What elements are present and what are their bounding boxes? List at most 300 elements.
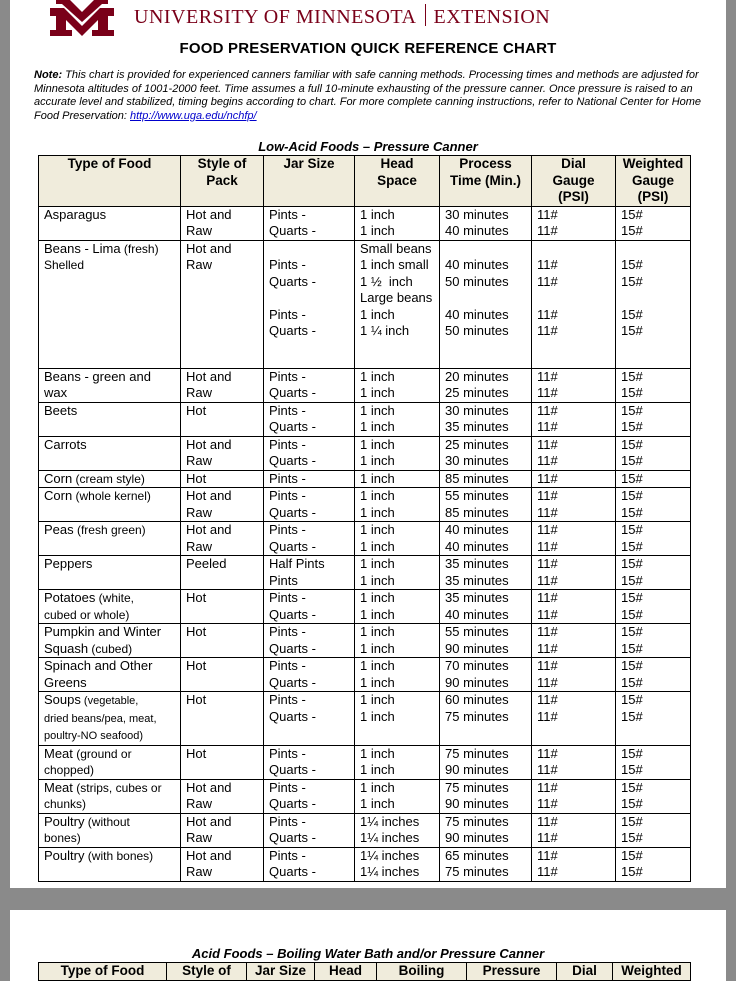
- column-header: [613, 963, 691, 981]
- table-row: [39, 522, 691, 556]
- food-note: (vegetable, dried beans/pea, meat, poultry-NO seafood): [44, 695, 157, 742]
- table-row: [39, 813, 691, 847]
- head-space-value: 1 inch 1 inch: [360, 522, 395, 554]
- weighted-gauge-cell: [616, 779, 691, 813]
- head-space-value: 1 inch 1 inch: [360, 556, 395, 588]
- jar-size-cell: [264, 488, 355, 522]
- food-name: Meat: [44, 745, 73, 761]
- dial-gauge-cell: [532, 488, 616, 522]
- dial-gauge-value: 11# 11#: [537, 590, 558, 622]
- style-of-pack-value: Hot and Raw: [186, 488, 232, 520]
- weighted-gauge-cell: [616, 470, 691, 488]
- note-label: Note:: [34, 69, 63, 81]
- table-row: [39, 240, 691, 368]
- weighted-gauge-cell: [616, 745, 691, 779]
- food-note: (strips, cubes or chunks): [44, 780, 162, 811]
- head-space-cell: [355, 745, 440, 779]
- process-time-value: 35 minutes 35 minutes: [445, 556, 509, 588]
- process-time-value: 55 minutes 90 minutes: [445, 624, 509, 656]
- jar-size-cell: [264, 556, 355, 590]
- column-header-label: Boiling: [398, 963, 445, 978]
- column-header: [167, 963, 247, 981]
- weighted-gauge-value: 15# 15#: [621, 488, 643, 520]
- dial-gauge-value: 11# 11#: [537, 488, 558, 520]
- jar-size-cell: [264, 847, 355, 881]
- food-name: Beets: [44, 402, 78, 418]
- table-row: [39, 847, 691, 881]
- process-time-value: 35 minutes 40 minutes: [445, 590, 509, 622]
- style-of-pack-cell: [181, 692, 264, 746]
- dial-gauge-cell: [532, 206, 616, 240]
- process-time-cell: [440, 847, 532, 881]
- jar-size-value: Pints - Quarts -: [269, 522, 316, 554]
- weighted-gauge-cell: [616, 590, 691, 624]
- style-of-pack-cell: [181, 206, 264, 240]
- style-of-pack-cell: [181, 556, 264, 590]
- jar-size-cell: [264, 240, 355, 368]
- column-header-label: Style of: [182, 963, 231, 978]
- style-of-pack-value: Hot: [186, 658, 207, 673]
- food-type-cell: [39, 488, 181, 522]
- jar-size-value: Pints - Quarts -: [269, 745, 316, 777]
- university-name: UNIVERSITY OF MINNESOTA: [134, 6, 417, 28]
- dial-gauge-cell: [532, 658, 616, 692]
- weighted-gauge-value: 15# 15#: [621, 522, 643, 554]
- head-space-cell: [355, 368, 440, 402]
- weighted-gauge-cell: [616, 206, 691, 240]
- process-time-value: 65 minutes 75 minutes: [445, 847, 509, 879]
- column-header-label: Type of Food: [67, 156, 152, 171]
- head-space-value: 1 inch: [360, 470, 395, 486]
- weighted-gauge-value: 15# 15#: [621, 206, 643, 238]
- process-time-value: 70 minutes 90 minutes: [445, 658, 509, 690]
- column-header: [440, 156, 532, 207]
- process-time-value: 75 minutes 90 minutes: [445, 813, 509, 845]
- dial-gauge-value: 11# 11#: [537, 436, 558, 468]
- dial-gauge-cell: [532, 470, 616, 488]
- dial-gauge-cell: [532, 522, 616, 556]
- extension-name: EXTENSION: [433, 6, 551, 28]
- column-header: [355, 156, 440, 207]
- process-time-cell: [440, 590, 532, 624]
- jar-size-cell: [264, 658, 355, 692]
- header-divider: [425, 4, 426, 26]
- table-row: [39, 488, 691, 522]
- dial-gauge-value: 11# 11#: [537, 206, 558, 238]
- weighted-gauge-cell: [616, 556, 691, 590]
- dial-gauge-cell: [532, 590, 616, 624]
- style-of-pack-value: Hot and Raw: [186, 813, 232, 845]
- column-header-label: Head Space: [377, 156, 417, 188]
- jar-size-cell: [264, 745, 355, 779]
- weighted-gauge-cell: [616, 813, 691, 847]
- weighted-gauge-value: 15# 15#: [621, 813, 643, 845]
- weighted-gauge-cell: [616, 692, 691, 746]
- table-row: [39, 692, 691, 746]
- food-type-cell: [39, 402, 181, 436]
- column-header: [557, 963, 613, 981]
- dial-gauge-value: 11# 11#: [537, 658, 558, 690]
- jar-size-value: Pints - Quarts -: [269, 590, 316, 622]
- dial-gauge-cell: [532, 368, 616, 402]
- table-row: [39, 658, 691, 692]
- process-time-cell: [440, 624, 532, 658]
- weighted-gauge-value: 15# 15#: [621, 402, 643, 434]
- style-of-pack-value: Hot and Raw: [186, 847, 232, 879]
- style-of-pack-value: Hot: [186, 590, 207, 605]
- weighted-gauge-cell: [616, 522, 691, 556]
- acid-header-row: [39, 963, 691, 981]
- style-of-pack-value: Hot and Raw: [186, 368, 232, 400]
- style-of-pack-value: Hot and Raw: [186, 522, 232, 554]
- dial-gauge-cell: [532, 556, 616, 590]
- intro-note: [34, 69, 710, 123]
- process-time-cell: [440, 745, 532, 779]
- head-space-cell: [355, 779, 440, 813]
- style-of-pack-cell: [181, 368, 264, 402]
- head-space-value: 1 inch 1 inch: [360, 206, 395, 238]
- column-header-label: Head: [328, 963, 362, 978]
- jar-size-cell: [264, 522, 355, 556]
- jar-size-value: Pints - Quarts -: [269, 847, 316, 879]
- weighted-gauge-cell: [616, 240, 691, 368]
- style-of-pack-cell: [181, 813, 264, 847]
- column-header-label: Process Time (Min.): [449, 156, 521, 188]
- jar-size-value: Pints - Quarts -: [269, 692, 316, 724]
- food-note: (fresh green): [73, 523, 146, 537]
- dial-gauge-cell: [532, 813, 616, 847]
- food-name: Poultry: [44, 847, 85, 863]
- style-of-pack-cell: [181, 402, 264, 436]
- food-note: (white, cubed or whole): [44, 591, 135, 622]
- food-name: Meat: [44, 779, 73, 795]
- food-name: Carrots: [44, 436, 87, 452]
- dial-gauge-value: 11# 11#: [537, 847, 558, 879]
- weighted-gauge-value: 15# 15#: [621, 658, 643, 690]
- head-space-value: 1¼ inches 1¼ inches: [360, 813, 420, 845]
- low-acid-table: [38, 155, 691, 882]
- style-of-pack-value: Hot and Raw: [186, 436, 232, 468]
- style-of-pack-cell: [181, 779, 264, 813]
- head-space-cell: [355, 402, 440, 436]
- style-of-pack-value: Hot: [186, 402, 207, 418]
- head-space-value: 1 inch 1 inch: [360, 692, 395, 724]
- food-name: Poultry: [44, 813, 85, 829]
- process-time-value: 55 minutes 85 minutes: [445, 488, 509, 520]
- food-type-cell: [39, 470, 181, 488]
- weighted-gauge-value: 15# 15#: [621, 590, 643, 622]
- food-name: Corn: [44, 488, 73, 503]
- acid-table: [38, 962, 691, 981]
- jar-size-value: Pints - Quarts -: [269, 488, 316, 520]
- head-space-cell: [355, 240, 440, 368]
- process-time-cell: [440, 368, 532, 402]
- jar-size-value: Pints - Quarts -: [269, 402, 316, 434]
- food-type-cell: [39, 522, 181, 556]
- food-name: Beans - Lima: [44, 240, 121, 256]
- jar-size-value: Half Pints Pints: [269, 556, 325, 588]
- column-header-label: Dial: [572, 963, 597, 978]
- weighted-gauge-value: 15# 15#: [621, 436, 643, 468]
- head-space-value: 1 inch 1 inch: [360, 624, 395, 656]
- head-space-cell: [355, 436, 440, 470]
- weighted-gauge-value: 15# 15#: [621, 624, 643, 656]
- head-space-cell: [355, 658, 440, 692]
- jar-size-cell: [264, 692, 355, 746]
- document-page-2: [10, 910, 726, 981]
- table-row: [39, 402, 691, 436]
- style-of-pack-cell: [181, 436, 264, 470]
- jar-size-value: Pints - Quarts -: [269, 779, 316, 811]
- process-time-value: 20 minutes 25 minutes: [445, 368, 509, 400]
- food-type-cell: [39, 779, 181, 813]
- head-space-value: 1 inch 1 inch: [360, 436, 395, 468]
- head-space-cell: [355, 692, 440, 746]
- table-row: [39, 745, 691, 779]
- head-space-cell: [355, 813, 440, 847]
- food-type-cell: [39, 368, 181, 402]
- food-name: Potatoes: [44, 590, 96, 605]
- weighted-gauge-value: 15# 15#: [621, 692, 643, 724]
- process-time-cell: [440, 470, 532, 488]
- weighted-gauge-value: 15# 15#: [621, 779, 643, 811]
- head-space-value: Small beans 1 inch small 1 ½ inch Large beans 1 inch 1 ¼ inch: [360, 240, 433, 338]
- style-of-pack-cell: [181, 658, 264, 692]
- weighted-gauge-value: 15# 15#: [621, 368, 643, 400]
- column-header-label: Type of Food: [60, 963, 145, 978]
- jar-size-value: Pints -: [269, 470, 306, 486]
- food-name: Spinach and Other Greens: [44, 658, 153, 690]
- jar-size-cell: [264, 470, 355, 488]
- process-time-value: 60 minutes 75 minutes: [445, 692, 509, 724]
- style-of-pack-cell: [181, 470, 264, 488]
- head-space-cell: [355, 847, 440, 881]
- food-type-cell: [39, 590, 181, 624]
- table-row: [39, 556, 691, 590]
- process-time-cell: [440, 522, 532, 556]
- jar-size-cell: [264, 813, 355, 847]
- dial-gauge-value: 11# 11#: [537, 692, 558, 724]
- weighted-gauge-value: 15# 15# 15# 15#: [621, 257, 643, 338]
- process-time-cell: [440, 556, 532, 590]
- column-header-label: Jar Size: [283, 156, 335, 171]
- food-name: Soups: [44, 692, 81, 707]
- food-note: (fresh) Shelled: [44, 241, 159, 272]
- jar-size-value: Pints - Quarts - Pints - Quarts -: [269, 257, 316, 338]
- food-note: (with bones): [84, 848, 154, 863]
- style-of-pack-value: Hot and Raw: [186, 206, 232, 238]
- jar-size-cell: [264, 624, 355, 658]
- jar-size-value: Pints - Quarts -: [269, 813, 316, 845]
- table-row: [39, 590, 691, 624]
- process-time-value: 30 minutes 35 minutes: [445, 402, 509, 434]
- head-space-cell: [355, 624, 440, 658]
- column-header-label: Weighted Gauge (PSI): [622, 156, 684, 204]
- table-row: [39, 779, 691, 813]
- food-type-cell: [39, 624, 181, 658]
- head-space-cell: [355, 470, 440, 488]
- head-space-value: 1¼ inches 1¼ inches: [360, 847, 420, 879]
- column-header-label: Pressure: [482, 963, 541, 978]
- food-note: (cream style): [72, 471, 145, 486]
- style-of-pack-cell: [181, 847, 264, 881]
- column-header: [264, 156, 355, 207]
- dial-gauge-value: 11# 11#: [537, 745, 558, 777]
- dial-gauge-cell: [532, 624, 616, 658]
- jar-size-cell: [264, 779, 355, 813]
- process-time-cell: [440, 436, 532, 470]
- university-logo-icon: [50, 0, 114, 36]
- food-name: Pumpkin and Winter Squash: [44, 624, 162, 656]
- table-row: [39, 368, 691, 402]
- process-time-cell: [440, 779, 532, 813]
- food-name: Peas: [44, 522, 74, 537]
- dial-gauge-cell: [532, 847, 616, 881]
- process-time-value: 75 minutes 90 minutes: [445, 745, 509, 777]
- document-page-1: [10, 0, 726, 888]
- style-of-pack-cell: [181, 624, 264, 658]
- jar-size-cell: [264, 590, 355, 624]
- food-type-cell: [39, 658, 181, 692]
- head-space-value: 1 inch 1 inch: [360, 488, 395, 520]
- food-type-cell: [39, 240, 181, 368]
- food-name: Corn: [44, 470, 73, 486]
- jar-size-value: Pints - Quarts -: [269, 658, 316, 690]
- dial-gauge-value: 11# 11#: [537, 402, 558, 434]
- head-space-cell: [355, 522, 440, 556]
- dial-gauge-value: 11# 11#: [537, 368, 558, 400]
- food-type-cell: [39, 847, 181, 881]
- jar-size-value: Pints - Quarts -: [269, 436, 316, 468]
- jar-size-value: Pints - Quarts -: [269, 206, 316, 238]
- column-header-label: Jar Size: [254, 963, 307, 978]
- column-header-label: Weighted: [621, 963, 682, 978]
- column-header: [616, 156, 691, 207]
- process-time-cell: [440, 206, 532, 240]
- food-note: (ground or chopped): [44, 746, 132, 777]
- column-header: [467, 963, 557, 981]
- nchfp-link[interactable]: http://www.uga.edu/nchfp/: [130, 109, 257, 122]
- weighted-gauge-value: 15# 15#: [621, 556, 643, 588]
- dial-gauge-value: 11# 11#: [537, 624, 558, 656]
- column-header: [315, 963, 377, 981]
- jar-size-cell: [264, 402, 355, 436]
- column-header-label: Dial Gauge (PSI): [552, 156, 595, 204]
- style-of-pack-value: Hot and Raw: [186, 240, 232, 272]
- column-header: [532, 156, 616, 207]
- process-time-cell: [440, 658, 532, 692]
- dial-gauge-cell: [532, 402, 616, 436]
- weighted-gauge-cell: [616, 847, 691, 881]
- dial-gauge-value: 11# 11#: [537, 813, 558, 845]
- food-type-cell: [39, 436, 181, 470]
- head-space-cell: [355, 590, 440, 624]
- style-of-pack-value: Hot: [186, 692, 207, 707]
- weighted-gauge-cell: [616, 624, 691, 658]
- dial-gauge-cell: [532, 779, 616, 813]
- weighted-gauge-cell: [616, 658, 691, 692]
- head-space-cell: [355, 488, 440, 522]
- food-type-cell: [39, 692, 181, 746]
- food-name: Peppers: [44, 556, 93, 571]
- table-row: [39, 436, 691, 470]
- jar-size-cell: [264, 436, 355, 470]
- dial-gauge-cell: [532, 692, 616, 746]
- process-time-value: 25 minutes 30 minutes: [445, 436, 509, 468]
- head-space-value: 1 inch 1 inch: [360, 590, 395, 622]
- process-time-cell: [440, 692, 532, 746]
- food-name: Asparagus: [44, 206, 107, 222]
- food-type-cell: [39, 206, 181, 240]
- process-time-cell: [440, 240, 532, 368]
- dial-gauge-cell: [532, 436, 616, 470]
- food-note: (cubed): [88, 641, 133, 656]
- note-text: This chart is provided for experienced canners familiar with safe canning methods. Processing times and methods are adjusted for Minnesota altitudes of 1001-2000 feet. Time assumes a full 10-minute exhausting of the pressure canner. Once pressure is raised to an accurate level and stabilized, timing begins according to chart. For more complete canning instructions, refer to National Center for Home Food Preservation:: [34, 69, 702, 122]
- jar-size-value: Pints - Quarts -: [269, 368, 316, 400]
- column-header: [377, 963, 467, 981]
- process-time-value: 40 minutes 50 minutes 40 minutes 50 minutes: [445, 257, 509, 338]
- table-row: [39, 470, 691, 488]
- style-of-pack-value: Hot: [186, 624, 207, 639]
- head-space-value: 1 inch 1 inch: [360, 745, 395, 777]
- food-type-cell: [39, 745, 181, 779]
- column-header: [247, 963, 315, 981]
- process-time-cell: [440, 813, 532, 847]
- process-time-value: 75 minutes 90 minutes: [445, 779, 509, 811]
- style-of-pack-value: Hot: [186, 745, 207, 761]
- process-time-value: 85 minutes: [445, 470, 509, 486]
- jar-size-value: Pints - Quarts -: [269, 624, 316, 656]
- table-row: [39, 624, 691, 658]
- head-space-value: 1 inch 1 inch: [360, 402, 395, 434]
- style-of-pack-value: Hot: [186, 470, 207, 486]
- style-of-pack-value: Peeled: [186, 556, 227, 571]
- jar-size-cell: [264, 368, 355, 402]
- process-time-cell: [440, 488, 532, 522]
- dial-gauge-value: 11#: [537, 470, 558, 486]
- weighted-gauge-cell: [616, 488, 691, 522]
- head-space-value: 1 inch 1 inch: [360, 368, 395, 400]
- style-of-pack-value: Hot and Raw: [186, 779, 232, 811]
- food-note: (whole kernel): [72, 489, 151, 503]
- process-time-value: 40 minutes 40 minutes: [445, 522, 509, 554]
- head-space-cell: [355, 556, 440, 590]
- jar-size-cell: [264, 206, 355, 240]
- university-header: [134, 4, 550, 29]
- column-header: [181, 156, 264, 207]
- weighted-gauge-value: 15# 15#: [621, 847, 643, 879]
- low-acid-header-row: [39, 156, 691, 207]
- style-of-pack-cell: [181, 745, 264, 779]
- document-title: FOOD PRESERVATION QUICK REFERENCE CHART: [179, 40, 557, 57]
- food-type-cell: [39, 556, 181, 590]
- dial-gauge-cell: [532, 240, 616, 368]
- weighted-gauge-cell: [616, 402, 691, 436]
- weighted-gauge-cell: [616, 436, 691, 470]
- weighted-gauge-cell: [616, 368, 691, 402]
- style-of-pack-cell: [181, 488, 264, 522]
- style-of-pack-cell: [181, 240, 264, 368]
- column-header: [39, 156, 181, 207]
- dial-gauge-cell: [532, 745, 616, 779]
- style-of-pack-cell: [181, 522, 264, 556]
- table-row: [39, 206, 691, 240]
- food-note: (without bones): [44, 814, 130, 845]
- process-time-value: 30 minutes 40 minutes: [445, 206, 509, 238]
- weighted-gauge-value: 15# 15#: [621, 745, 643, 777]
- head-space-value: 1 inch 1 inch: [360, 658, 395, 690]
- dial-gauge-value: 11# 11#: [537, 556, 558, 588]
